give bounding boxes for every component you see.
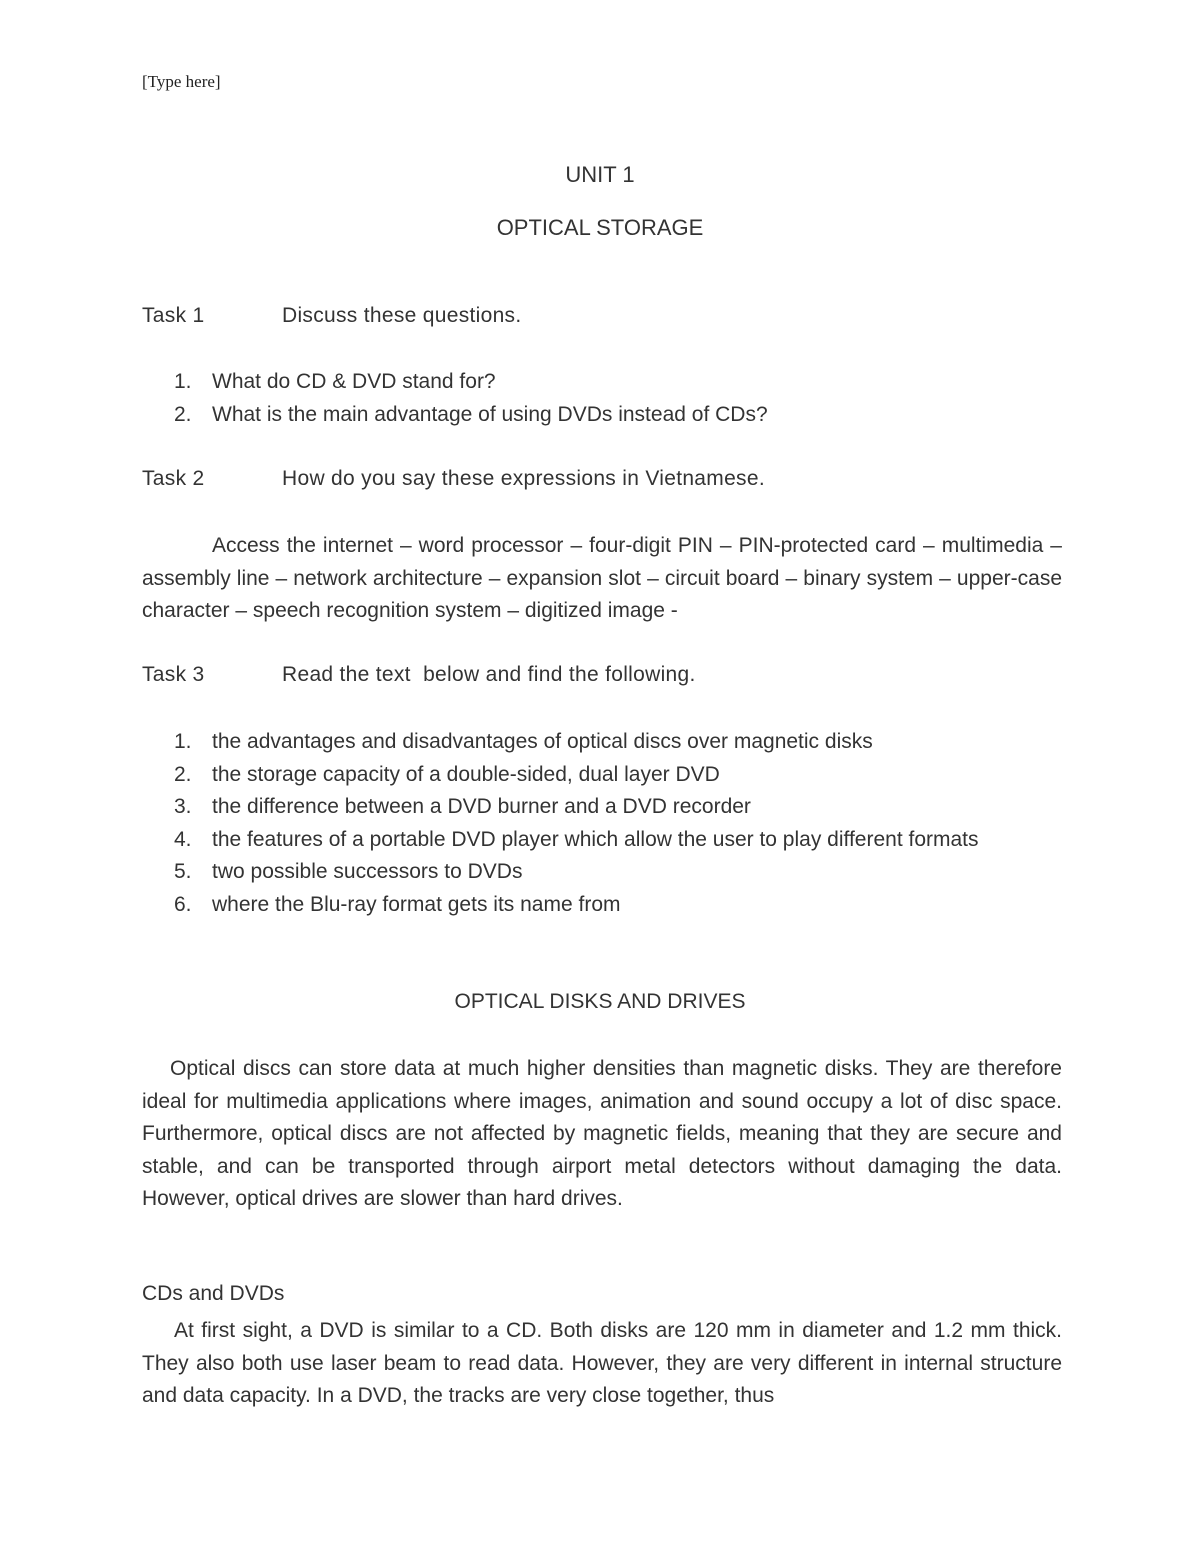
reading-paragraph-2: At first sight, a DVD is similar to a CD. Both disks are 120 mm in diameter and 1.2 mm thick. They also both use laser beam to read data. However, they are very different in internal structure and data capacity. In a DVD, the tracks are very close together, thus: [142, 1319, 1062, 1407]
task1-instruction: Discuss these questions.: [282, 304, 522, 327]
list-item: [142, 759, 1042, 792]
unit-title: UNIT 1: [565, 162, 635, 187]
reading-title: OPTICAL DISKS AND DRIVES: [454, 990, 746, 1013]
list-item: [142, 399, 1042, 432]
list-item: [142, 889, 1042, 922]
task2-expressions: Access the internet – word processor – four-digit PIN – PIN-protected card – multimedia – assembly line – network architecture – expansion slot – circuit board – binary system – upper-case character – speech recognition system – digitized image -: [142, 534, 1062, 622]
list-item: [142, 366, 1042, 399]
list-text: where the Blu-ray format gets its name from: [212, 892, 621, 916]
list-text: two possible successors to DVDs: [212, 860, 523, 883]
task1-questions: [142, 366, 1042, 431]
list-item: [142, 791, 1042, 824]
list-number: 4.: [174, 827, 192, 851]
task3-instruction: Read the text below and find the following.: [282, 663, 696, 686]
reading-paragraph-1: Optical discs can store data at much higher densities than magnetic disks. They are therefore ideal for multimedia applications where images, animation and sound occupy a lot of disc space. Furthermore, optical discs are not affected by magnetic fields, meaning that they are secure and stable, and can be transported through airport metal detectors without damaging the data. However, optical drives are slower than hard drives.: [142, 1057, 1062, 1210]
list-text: the storage capacity of a double-sided, dual layer DVD: [212, 762, 720, 786]
list-item: [142, 824, 1042, 857]
page-header: [Type here]: [142, 72, 221, 91]
list-number: 2.: [174, 402, 192, 426]
list-number: 5.: [174, 860, 192, 883]
task2-instruction: How do you say these expressions in Vietnamese.: [282, 467, 765, 490]
unit-subtitle: OPTICAL STORAGE: [496, 215, 704, 240]
list-text: What is the main advantage of using DVDs instead of CDs?: [212, 402, 768, 426]
list-item: [142, 856, 1042, 889]
list-number: 2.: [174, 762, 192, 786]
task1-label: Task 1: [142, 304, 205, 327]
task1-heading: [142, 304, 521, 328]
list-text: the advantages and disadvantages of optical discs over magnetic disks: [212, 730, 873, 753]
list-text: the features of a portable DVD player which allow the user to play different formats: [212, 827, 979, 851]
list-number: 1.: [174, 370, 192, 393]
list-text: the difference between a DVD burner and a DVD recorder: [212, 795, 751, 818]
task3-label: Task 3: [142, 663, 205, 686]
task2-heading: [142, 467, 765, 491]
list-text: What do CD & DVD stand for?: [212, 370, 496, 393]
task3-heading: [142, 663, 696, 687]
reading-subheading: CDs and DVDs: [142, 1282, 285, 1305]
task3-list: [142, 726, 1042, 921]
list-item: [142, 726, 1042, 759]
task2-label: Task 2: [142, 467, 205, 490]
list-number: 6.: [174, 892, 192, 916]
list-number: 3.: [174, 795, 192, 818]
list-number: 1.: [174, 730, 192, 753]
